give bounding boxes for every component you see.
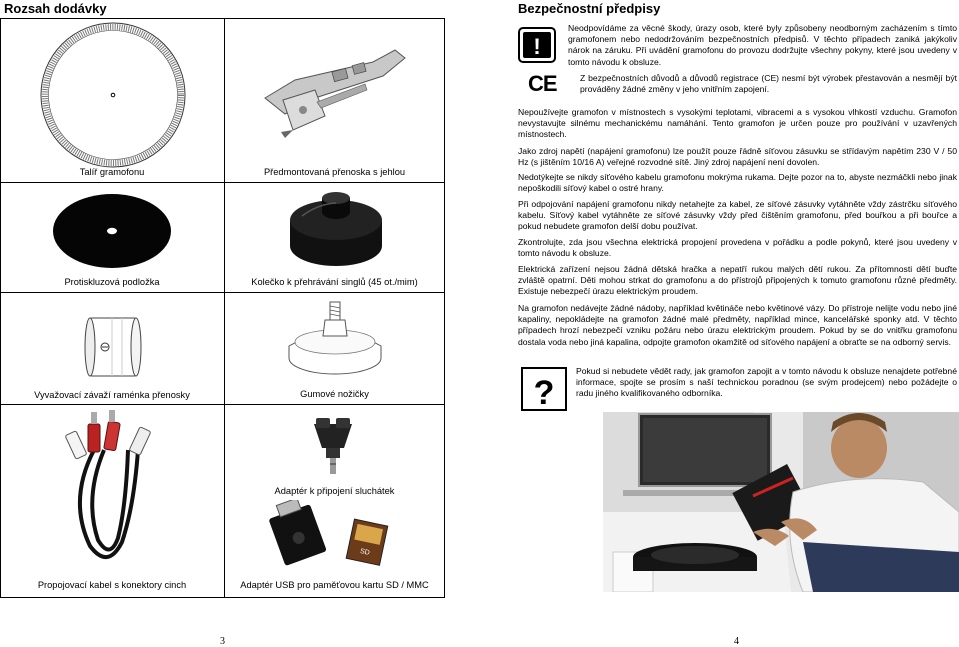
question-icon <box>521 367 567 411</box>
caption-counterweight: Vyvažovací závaží raménka přenosky <box>34 390 190 400</box>
safety-paragraph-1: Nepoužívejte gramofon v místnostech s vysokými teplotami, vibracemi a s vysokou vlhkostí vzduchu. Gramofon nevystavujte silnému mechanickému namáhání. Tento gramofon je určen pouze pro používání v uzavřených místnostech. <box>518 107 957 140</box>
slipmat-image <box>52 193 172 269</box>
caption-slipmat: Protiskluzová podložka <box>64 277 160 287</box>
caption-rca-cable: Propojovací kabel s konektory cinch <box>37 580 187 590</box>
single-adapter-image <box>288 190 384 268</box>
cartridge-image <box>255 40 415 140</box>
counterweight-image <box>82 314 144 380</box>
caption-cartridge: Předmontovaná přenoska s jehlou <box>263 167 406 177</box>
ce-mark-icon <box>528 70 564 94</box>
caption-single-adapter: Kolečko k přehrávání singlů (45 ot./mim) <box>251 277 418 287</box>
man-with-turntable-photo <box>603 412 959 592</box>
svg-text:SD: SD <box>359 548 371 557</box>
table-divider-row-1 <box>0 182 445 183</box>
ce-notice-text: Z bezpečnostních důvodů a důvodů registrace (CE) nesmí být výrobek přestavován a nesmějí být prováděny žádné změny v jeho vnitřním zapojení. <box>580 73 957 95</box>
table-divider-row-2 <box>0 292 445 293</box>
liability-warning-text: Neodpovídáme za věcné škody, úrazy osob, které byly způsobeny neodborným zacházením s tímto gramofonem nebo nedodržováním bezpečnostních předpisů. V těchto případech zaniká jakýkoliv nárok na záruku. Při uvádění gramofonu do provozu dodržujte všechny pokyny, které jsou uvedeny v tomto návodu k obsluze. <box>568 23 957 67</box>
svg-text:!: ! <box>533 34 541 59</box>
safety-paragraph-6: Elektrická zařízení nejsou žádná dětská hračka a nepatří rukou malých dětí rukou. Za přítomnosti dětí buďte zvláště opatrní. Děti mohou strkat do gramofonu a do přístrojů připojených k tomuto gramofonu různé předměty. Existuje nebezpečí úrazu elektrickým proudem. <box>518 264 957 297</box>
left-page-number: 3 <box>220 636 225 647</box>
caption-platter: Talíř gramofonu <box>79 167 145 177</box>
help-contact-text: Pokud si nebudete vědět rady, jak gramofon zapojit a v tomto návodu k obsluze nenajdete potřebné informace, spojte se prosím s naší technickou poradnou (se svým prodejcem) nebo požádejte o radu jiného kvalifikovaného odborníka. <box>576 366 957 399</box>
usb-sd-adapter-image <box>268 500 400 572</box>
safety-paragraph-2: Jako zdroj napětí (napájení gramofonu) lze použít pouze řádně síťovou zásuvku se střídavým napětím 230 V / 50 Hz (s jištěním 10/16 A) veřejné rozvodné sítě. Jiný zdroj napájení není dovolen. <box>518 146 957 168</box>
safety-paragraph-7: Na gramofon nedávejte žádné nádoby, například květináče nebo květinové vázy. Do přístroje nelijte vodu nebo jiné kapaliny, nepokládejte na gramofon žádné malé předměty, například mince, kancelářské sponky atd. V těchto případech hrozí nebezpečí vzniku požáru nebo úrazu elektrickým proudem. Pokud by se do vnitřku gramofonu dostala voda nebo jiná kapalina, odpojte gramofon okamžitě od síťového napájení a obraťte se na odborný servis. <box>518 303 957 347</box>
rca-cable-image <box>64 410 168 574</box>
table-divider-row-3 <box>0 404 445 405</box>
svg-text:CE: CE <box>528 71 557 94</box>
svg-text:?: ? <box>533 374 555 411</box>
left-page-title: Rozsah dodávky <box>4 1 107 16</box>
table-divider-vertical <box>224 18 225 598</box>
caption-headphone-adapter: Adaptér k připojení sluchátek <box>274 486 395 496</box>
safety-paragraph-3: Nedotýkejte se nikdy síťového kabelu gramofonu mokrýma rukama. Dejte pozor na to, abyste nezmáčkli nebo jinak nepoškodili síťový kabel o ostré hrany. <box>518 172 957 194</box>
warning-icon <box>518 27 556 63</box>
right-page-number: 4 <box>734 636 739 647</box>
headphone-adapter-image <box>308 414 358 476</box>
caption-rubber-feet: Gumové nožičky <box>300 389 369 399</box>
safety-paragraph-4: Při odpojování napájení gramofonu nikdy netahejte za kabel, ze síťové zásuvky vytáhněte vždy zástrčku síťového kabelu. Síťový kabel vytáhněte ze síťové zásuvky vždy před čištěním gramofonu, před bouřkou a při bouřce a pokud nebudete gramofon delší dobu používat. <box>518 199 957 232</box>
rubber-feet-image <box>287 296 383 378</box>
caption-usb-sd-adapter: Adaptér USB pro paměťovou kartu SD / MMC <box>240 580 429 590</box>
platter-image <box>28 22 198 168</box>
safety-paragraph-5: Zkontrolujte, zda jsou všechna elektrická propojení provedena v pořádku a podle pokynů, které jsou uvedeny v tomto návodu k obsluze. <box>518 237 957 259</box>
right-page-title: Bezpečnostní předpisy <box>518 1 661 16</box>
